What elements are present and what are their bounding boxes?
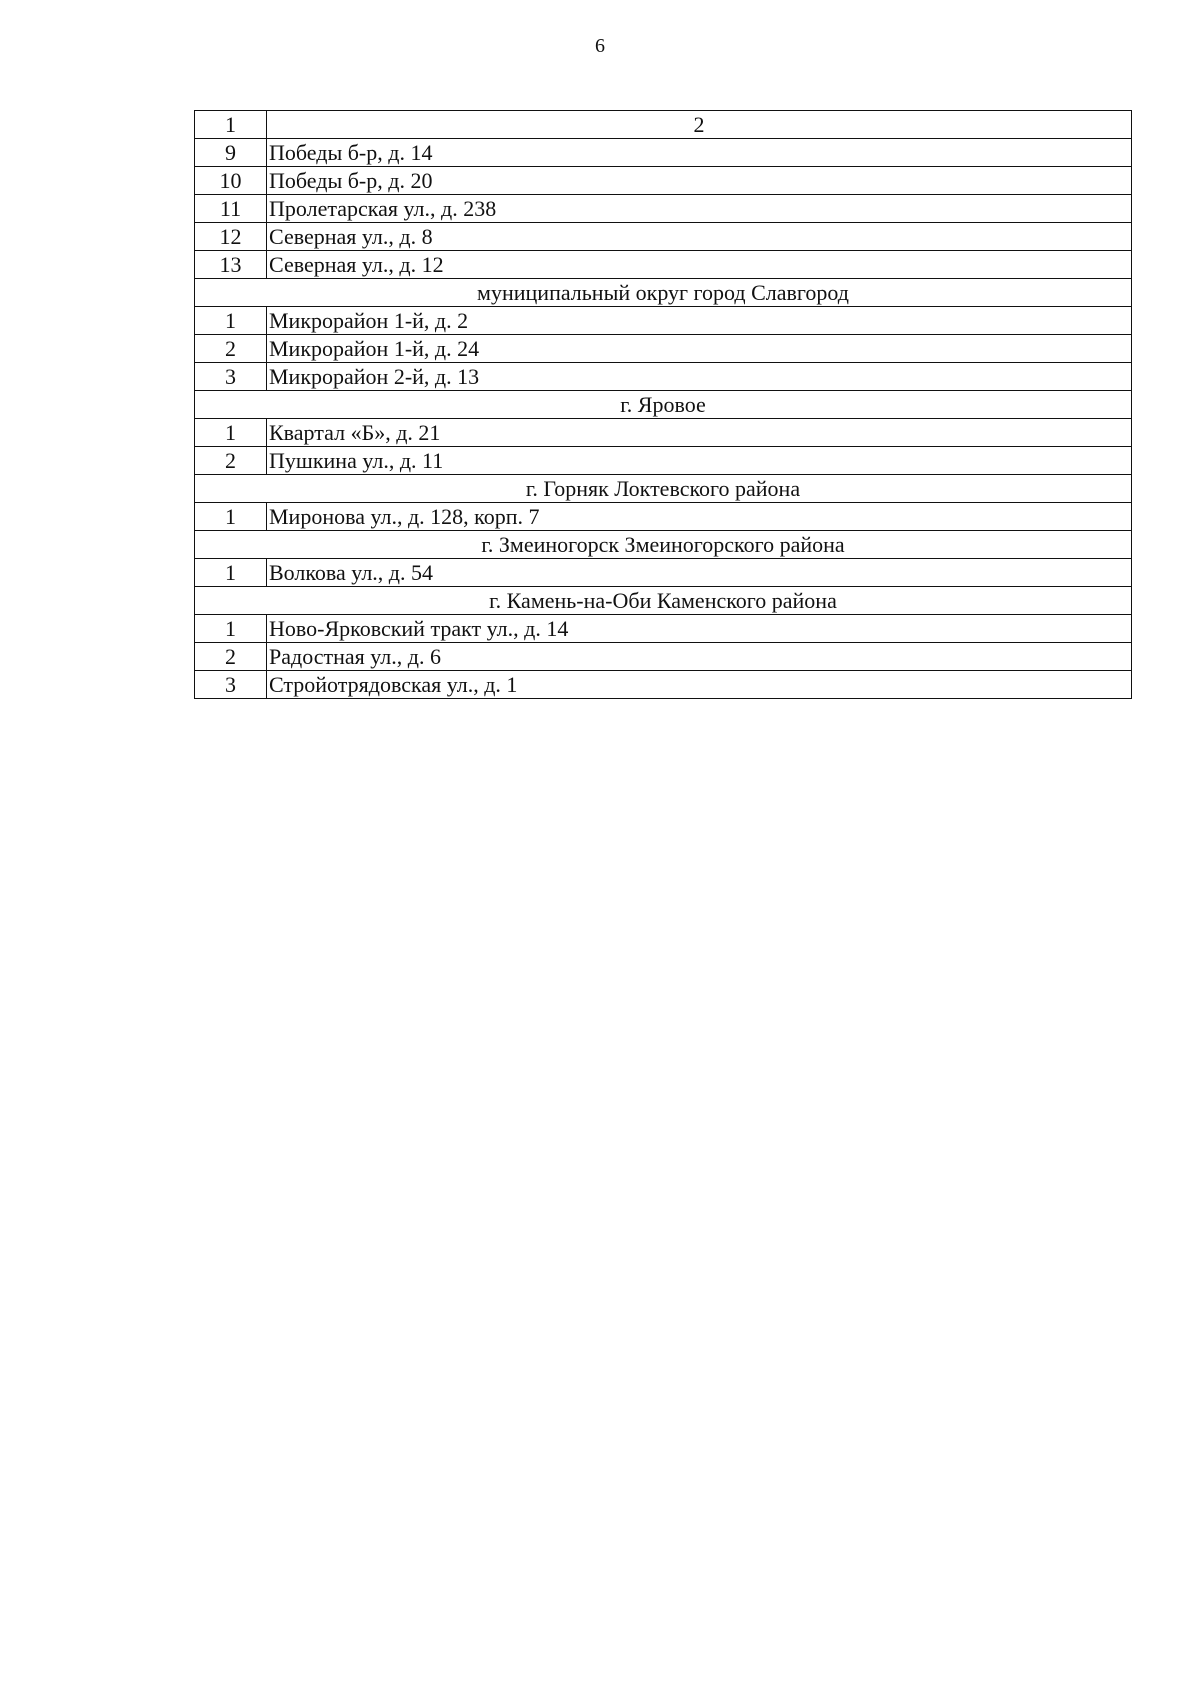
row-address: Квартал «Б», д. 21 — [267, 419, 1132, 447]
section-title: г. Яровое — [195, 391, 1132, 419]
table-row — [195, 335, 1132, 363]
section-title: г. Змеиногорск Змеиногорского района — [195, 531, 1132, 559]
section-title: г. Горняк Локтевского района — [195, 475, 1132, 503]
row-address: Стройотрядовская ул., д. 1 — [267, 671, 1132, 699]
row-number: 1 — [195, 559, 267, 587]
row-address: Миронова ул., д. 128, корп. 7 — [267, 503, 1132, 531]
table-row — [195, 643, 1132, 671]
table-row — [195, 615, 1132, 643]
column-header-number: 1 — [195, 111, 267, 139]
section-row — [195, 475, 1132, 503]
row-address: Микрорайон 1-й, д. 24 — [267, 335, 1132, 363]
table-header-row — [195, 111, 1132, 139]
row-address: Северная ул., д. 12 — [267, 251, 1132, 279]
row-number: 3 — [195, 363, 267, 391]
table-row — [195, 363, 1132, 391]
row-address: Радостная ул., д. 6 — [267, 643, 1132, 671]
table-row — [195, 167, 1132, 195]
row-number: 1 — [195, 615, 267, 643]
section-title: муниципальный округ город Славгород — [195, 279, 1132, 307]
row-number: 9 — [195, 139, 267, 167]
row-address: Пушкина ул., д. 11 — [267, 447, 1132, 475]
section-row — [195, 587, 1132, 615]
table-row — [195, 671, 1132, 699]
table-row — [195, 139, 1132, 167]
row-address: Ново-Ярковский тракт ул., д. 14 — [267, 615, 1132, 643]
page-number: 6 — [595, 35, 605, 57]
row-number: 12 — [195, 223, 267, 251]
row-address: Микрорайон 2-й, д. 13 — [267, 363, 1132, 391]
row-number: 1 — [195, 419, 267, 447]
section-title: г. Камень-на-Оби Каменского района — [195, 587, 1132, 615]
column-header-address: 2 — [267, 111, 1132, 139]
section-row — [195, 279, 1132, 307]
table-row — [195, 307, 1132, 335]
table-row — [195, 503, 1132, 531]
address-table-body — [195, 111, 1132, 699]
row-address: Победы б-р, д. 20 — [267, 167, 1132, 195]
address-table — [194, 110, 1132, 699]
table-row — [195, 251, 1132, 279]
section-row — [195, 391, 1132, 419]
row-number: 2 — [195, 335, 267, 363]
row-number: 2 — [195, 447, 267, 475]
row-number: 3 — [195, 671, 267, 699]
table-row — [195, 559, 1132, 587]
row-number: 10 — [195, 167, 267, 195]
row-address: Пролетарская ул., д. 238 — [267, 195, 1132, 223]
row-address: Волкова ул., д. 54 — [267, 559, 1132, 587]
row-address: Северная ул., д. 8 — [267, 223, 1132, 251]
row-number: 2 — [195, 643, 267, 671]
table-row — [195, 223, 1132, 251]
table-row — [195, 419, 1132, 447]
section-row — [195, 531, 1132, 559]
row-address: Победы б-р, д. 14 — [267, 139, 1132, 167]
row-number: 1 — [195, 307, 267, 335]
row-address: Микрорайон 1-й, д. 2 — [267, 307, 1132, 335]
row-number: 1 — [195, 503, 267, 531]
row-number: 11 — [195, 195, 267, 223]
table-row — [195, 447, 1132, 475]
table-row — [195, 195, 1132, 223]
row-number: 13 — [195, 251, 267, 279]
